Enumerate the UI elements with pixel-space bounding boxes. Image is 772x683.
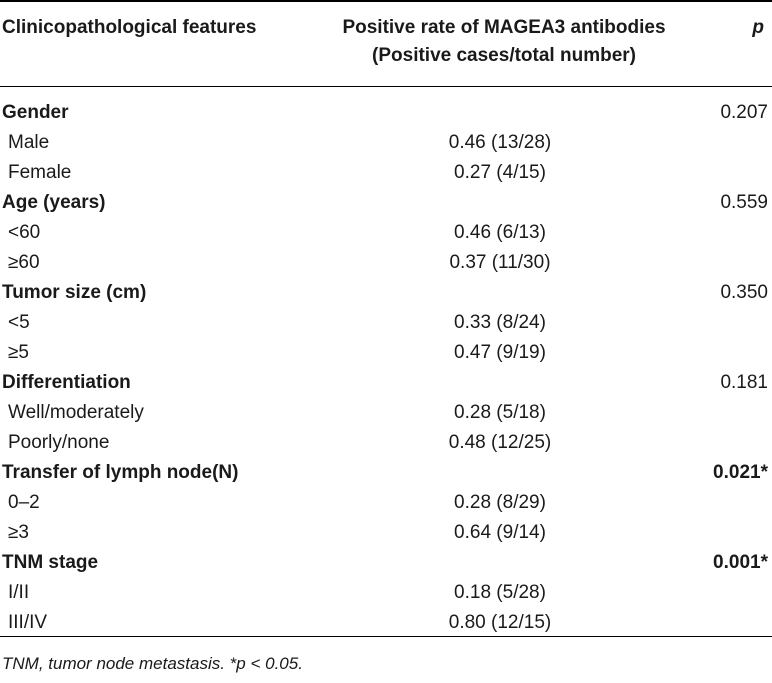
row-feature: <60 <box>8 222 41 243</box>
row-positive-rate: 0.27 (4/15) <box>454 162 546 183</box>
table-footnote: TNM, tumor node metastasis. *p < 0.05. <box>2 654 303 673</box>
table-row <box>0 428 772 458</box>
table-row <box>0 518 772 548</box>
row-positive-rate: 0.18 (5/28) <box>454 582 546 603</box>
table-top-rule <box>0 0 772 2</box>
header-positive-rate-line1: Positive rate of MAGEA3 antibodies <box>342 17 666 38</box>
row-feature: Differentiation <box>2 372 131 393</box>
header-positive-rate-line2: (Positive cases/total number) <box>372 45 636 66</box>
row-positive-rate: 0.47 (9/19) <box>454 342 546 363</box>
table-row <box>0 398 772 428</box>
table-row <box>0 248 772 278</box>
row-feature: 0–2 <box>8 492 40 513</box>
row-p-value: 0.559 <box>720 192 768 213</box>
row-positive-rate: 0.80 (12/15) <box>448 612 552 633</box>
table-group-row <box>0 98 772 128</box>
row-feature: Gender <box>2 102 69 123</box>
row-feature: ≥60 <box>8 252 40 273</box>
row-p-value: 0.350 <box>720 282 768 303</box>
table-body <box>0 98 772 638</box>
row-positive-rate: 0.64 (9/14) <box>454 522 546 543</box>
table-row <box>0 158 772 188</box>
row-positive-rate: 0.37 (11/30) <box>449 252 551 273</box>
row-positive-rate: 0.28 (5/18) <box>454 402 546 423</box>
row-feature: Age (years) <box>2 192 106 213</box>
row-positive-rate: 0.48 (12/25) <box>448 432 552 453</box>
row-p-value: 0.021* <box>713 462 768 483</box>
table-bottom-rule <box>0 636 772 637</box>
table-group-row <box>0 368 772 398</box>
table-group-row <box>0 188 772 218</box>
row-feature: <5 <box>8 312 30 333</box>
row-feature: Male <box>8 132 50 153</box>
row-positive-rate: 0.28 (8/29) <box>454 492 546 513</box>
row-positive-rate: 0.46 (6/13) <box>454 222 546 243</box>
table-row <box>0 218 772 248</box>
header-positive-rate <box>312 14 696 70</box>
row-p-value: 0.207 <box>720 102 768 123</box>
table-group-row <box>0 278 772 308</box>
row-feature: ≥5 <box>8 342 29 363</box>
row-positive-rate: 0.46 (13/28) <box>448 132 552 153</box>
row-feature: Tumor size (cm) <box>2 282 147 303</box>
row-feature: Transfer of lymph node(N) <box>2 462 239 483</box>
row-feature: Well/moderately <box>8 402 144 423</box>
row-positive-rate: 0.33 (8/24) <box>454 312 546 333</box>
row-p-value: 0.001* <box>713 552 768 573</box>
table-group-row <box>0 458 772 488</box>
table-group-row <box>0 548 772 578</box>
table-header-rule <box>0 86 772 87</box>
row-feature: Poorly/none <box>8 432 110 453</box>
row-p-value: 0.181 <box>720 372 768 393</box>
table-row <box>0 128 772 158</box>
table-row <box>0 338 772 368</box>
row-feature: I/II <box>8 582 30 603</box>
table-row <box>0 488 772 518</box>
row-feature: TNM stage <box>2 552 99 573</box>
row-feature: III/IV <box>8 612 48 633</box>
row-feature: ≥3 <box>8 522 29 543</box>
table-row <box>0 308 772 338</box>
header-p-value: p <box>752 17 764 38</box>
header-features: Clinicopathological features <box>2 17 257 38</box>
table-row <box>0 608 772 638</box>
row-feature: Female <box>8 162 72 183</box>
table-row <box>0 578 772 608</box>
